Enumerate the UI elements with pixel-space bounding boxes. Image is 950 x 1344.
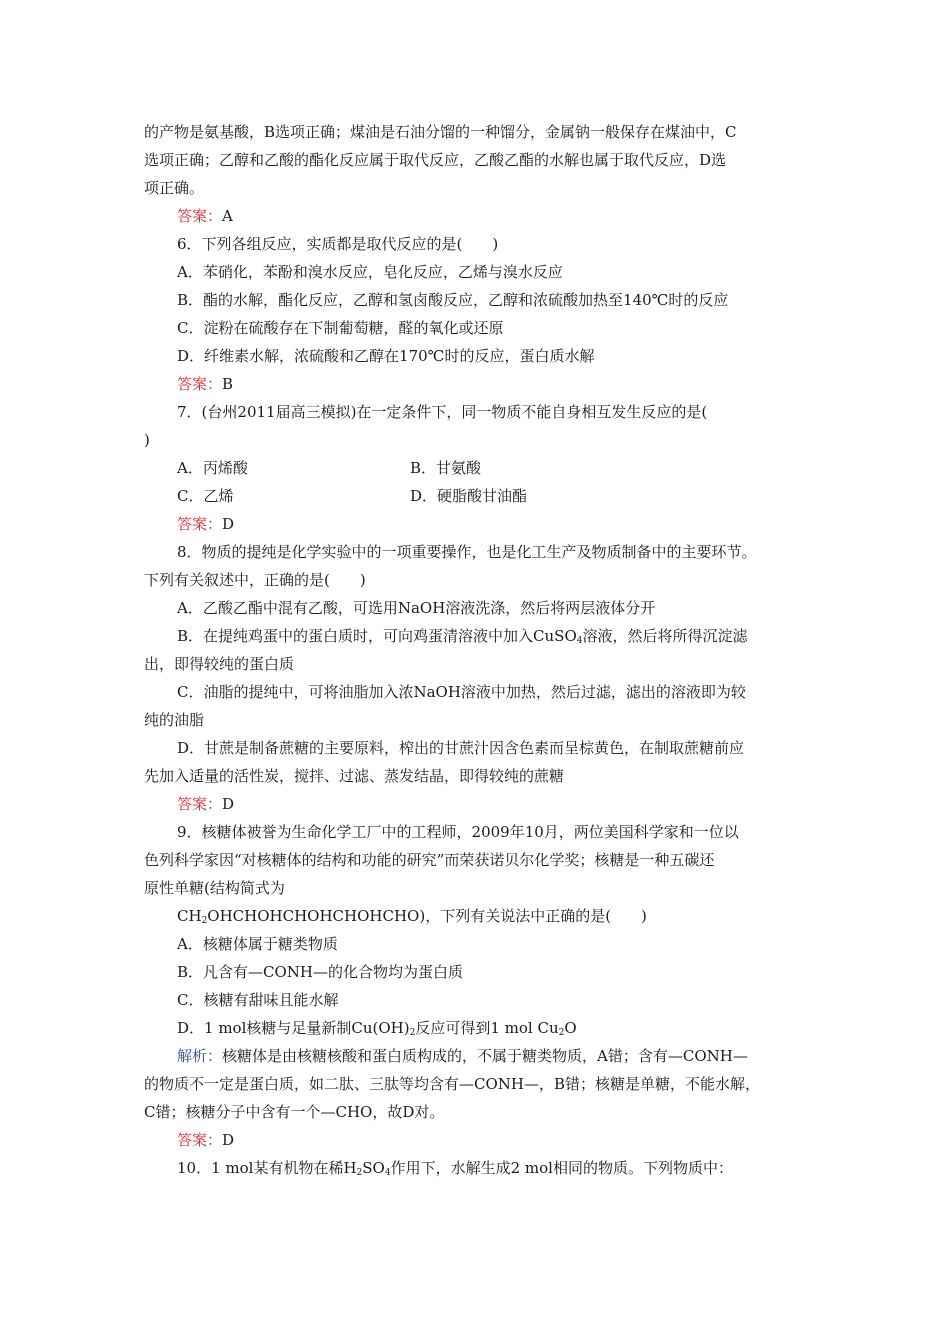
option-line: D．甘蔗是制备蔗糖的主要原料，榨出的甘蔗汁因含色素而呈棕黄色，在制取蔗糖前应: [177, 739, 745, 757]
option-line: B．甘氨酸: [410, 459, 482, 477]
option-line: C．乙烯: [177, 487, 234, 505]
option-line: A．乙酸乙酯中混有乙酸，可选用NaOH溶液洗涤，然后将两层液体分开: [177, 599, 656, 617]
answer-line: [177, 374, 233, 394]
text-run: CH: [177, 907, 202, 925]
formula-line: [177, 906, 647, 926]
answer-value: D: [222, 1131, 235, 1149]
question-8-stem: 8．物质的提纯是化学实验中的一项重要操作，也是化工生产及物质制备中的主要环节。: [177, 543, 757, 561]
subscript: 2: [356, 1168, 363, 1178]
answer-line: [177, 206, 233, 226]
text-line: 先加入适量的活性炭，搅拌、过滤、蒸发结晶，即得较纯的蔗糖: [144, 767, 565, 785]
text-line: 的物质不一定是蛋白质，如二肽、三肽等均含有—CONH—，B错；核糖是单糖，不能水解，: [144, 1075, 761, 1093]
answer-line: [177, 514, 234, 534]
answer-label: 答案：: [177, 207, 223, 225]
answer-value: D: [222, 515, 235, 533]
text-run: B．在提纯鸡蛋中的蛋白质时，可向鸡蛋清溶液中加入CuSO: [177, 627, 577, 645]
question-7-stem: 7．(台州2011届高三模拟)在一定条件下，同一物质不能自身相互发生反应的是(: [177, 403, 708, 421]
answer-value: A: [222, 207, 233, 225]
text-line: 下列有关叙述中，正确的是( ): [144, 571, 366, 589]
answer-label: 答案：: [177, 375, 223, 393]
subscript: 2: [409, 1028, 416, 1038]
option-line: D．纤维素水解，浓硫酸和乙醇在170℃时的反应，蛋白质水解: [177, 347, 595, 365]
question-9-stem: 9．核糖体被誉为生命化学工厂中的工程师，2009年10月，两位美国科学家和一位以: [177, 823, 739, 841]
text-line: 的产物是氨基酸，B选项正确；煤油是石油分馏的一种馏分，金属钠一般保存在煤油中，C: [144, 123, 737, 141]
option-line: C．淀粉在硫酸存在下制葡萄糖，醛的氧化或还原: [177, 319, 504, 337]
option-line: B．酯的水解，酯化反应，乙醇和氢卤酸反应，乙醇和浓硫酸加热至140℃时的反应: [177, 291, 729, 309]
text-run: OHCHOHCHOHCHOHCHO)，下列有关说法中正确的是( ): [207, 907, 647, 925]
question-10-stem: [177, 1158, 733, 1178]
option-line: C．核糖有甜味且能水解: [177, 991, 339, 1009]
answer-label: 答案：: [177, 515, 223, 533]
text-line: ): [144, 431, 150, 449]
option-line: A．核糖体属于糖类物质: [177, 935, 338, 953]
option-line: A．丙烯酸: [177, 459, 248, 477]
text-run: SO: [362, 1159, 385, 1177]
text-line: 出，即得较纯的蛋白质: [144, 655, 295, 673]
text-run: D．1 mol核糖与足量新制Cu(OH): [177, 1019, 410, 1037]
text-run: 溶液，然后将所得沉淀滤: [582, 627, 748, 645]
text-run: O: [564, 1019, 577, 1037]
subscript: 4: [384, 1168, 391, 1178]
analysis-line: [177, 1046, 748, 1066]
subscript: 2: [558, 1028, 565, 1038]
option-line: C．油脂的提纯中，可将油脂加入浓NaOH溶液中加热，然后过滤，滤出的溶液即为较: [177, 683, 746, 701]
answer-value: D: [222, 795, 235, 813]
question-6-stem: 6．下列各组反应，实质都是取代反应的是( ): [177, 235, 499, 253]
option-line: [177, 1018, 577, 1038]
answer-value: B: [222, 375, 234, 393]
text-run: 10．1 mol某有机物在稀H: [177, 1159, 357, 1177]
text-line: 色列科学家因“对核糖体的结构和功能的研究”而荣获诺贝尔化学奖；核糖是一种五碳还: [144, 851, 715, 869]
text-run: 反应可得到1 mol Cu: [415, 1019, 559, 1037]
answer-line: [177, 1130, 234, 1150]
option-line: D．硬脂酸甘油酯: [410, 487, 528, 505]
text-line: C错；核糖分子中含有一个—CHO，故D对。: [144, 1103, 445, 1121]
text-line: 原性单糖(结构简式为: [144, 879, 285, 897]
analysis-text: 核糖体是由核糖核酸和蛋白质构成的，不属于糖类物质，A错；含有—CONH—: [222, 1047, 748, 1065]
text-run: 作用下，水解生成2 mol相同的物质。下列物质中：: [390, 1159, 733, 1177]
text-line: 项正确。: [144, 179, 205, 197]
text-line: 纯的油脂: [144, 711, 205, 729]
answer-line: [177, 794, 234, 814]
option-line: B．凡含有—CONH—的化合物均为蛋白质: [177, 963, 464, 981]
subscript: 2: [201, 916, 208, 926]
text-line: 选项正确；乙醇和乙酸的酯化反应属于取代反应，乙酸乙酯的水解也属于取代反应，D选: [144, 151, 727, 169]
option-line: [177, 626, 748, 646]
answer-label: 答案：: [177, 1131, 223, 1149]
answer-label: 答案：: [177, 795, 223, 813]
analysis-label: 解析：: [177, 1047, 223, 1065]
subscript: 4: [576, 636, 583, 646]
option-line: A．苯硝化，苯酚和溴水反应，皂化反应，乙烯与溴水反应: [177, 263, 563, 281]
